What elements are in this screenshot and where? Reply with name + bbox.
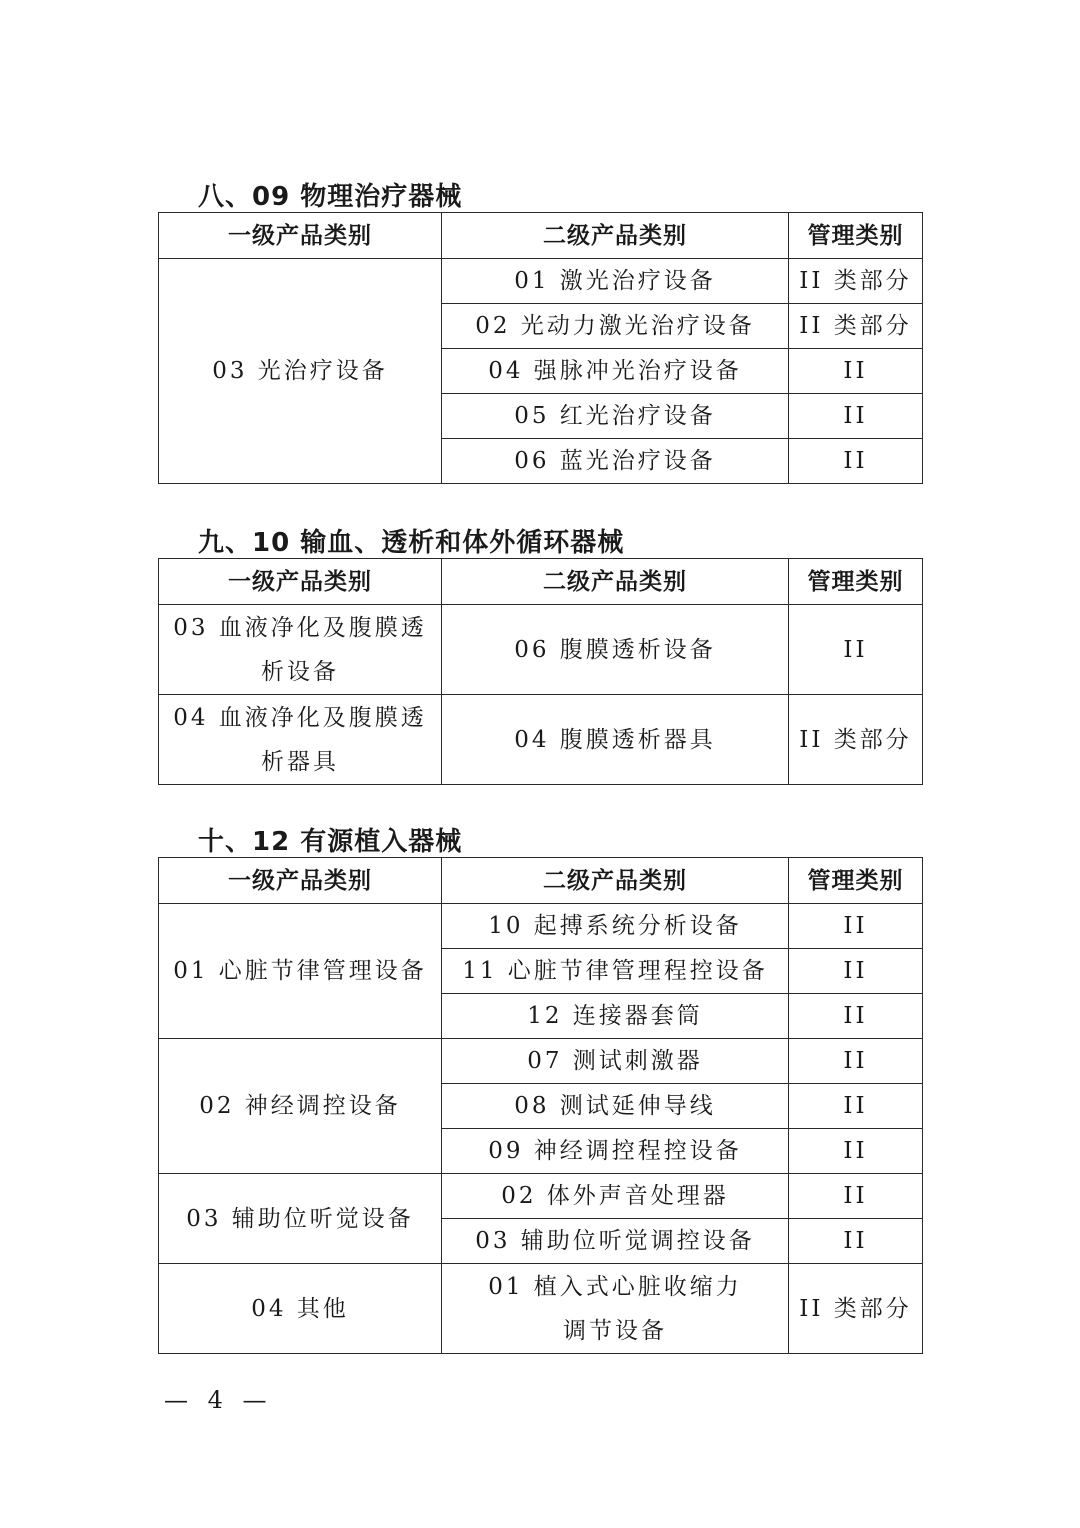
management-class-cell: II (789, 1129, 923, 1174)
primary-category-cell: 03 辅助位听觉设备 (159, 1174, 442, 1264)
primary-category-cell: 02 神经调控设备 (159, 1039, 442, 1174)
primary-category-cell: 01 心脏节律管理设备 (159, 904, 442, 1039)
secondary-category-cell: 02 体外声音处理器 (442, 1174, 789, 1219)
header-secondary-category: 二级产品类别 (442, 213, 789, 259)
management-class-cell: II (789, 605, 923, 695)
management-class-cell: II (789, 394, 923, 439)
table-row (159, 1174, 923, 1219)
management-class-cell: II 类部分 (789, 1264, 923, 1354)
management-class-cell: II (789, 1174, 923, 1219)
secondary-category-cell: 03 辅助位听觉调控设备 (442, 1219, 789, 1264)
table-row (159, 605, 923, 695)
table-row (159, 695, 923, 785)
management-class-cell: II (789, 994, 923, 1039)
secondary-category-cell: 02 光动力激光治疗设备 (442, 304, 789, 349)
management-class-cell: II (789, 1084, 923, 1129)
management-class-cell: II (789, 949, 923, 994)
header-management-class: 管理类别 (789, 213, 923, 259)
header-management-class: 管理类别 (789, 858, 923, 904)
management-class-cell: II 类部分 (789, 695, 923, 785)
section-title: 八、09 物理治疗器械 (198, 182, 463, 212)
management-class-cell: II 类部分 (789, 259, 923, 304)
management-class-cell: II (789, 1219, 923, 1264)
management-class-cell: II 类部分 (789, 304, 923, 349)
secondary-category-cell: 11 心脏节律管理程控设备 (442, 949, 789, 994)
header-management-class: 管理类别 (789, 559, 923, 605)
secondary-category-cell: 08 测试延伸导线 (442, 1084, 789, 1129)
management-class-cell: II (789, 904, 923, 949)
header-primary-category: 一级产品类别 (159, 213, 442, 259)
secondary-category-cell: 04 腹膜透析器具 (442, 695, 789, 785)
secondary-category-cell: 06 蓝光治疗设备 (442, 439, 789, 484)
table-row (159, 904, 923, 949)
table-row (159, 1264, 923, 1354)
management-class-cell: II (789, 1039, 923, 1084)
page-number: — 4 — (164, 1386, 273, 1414)
classification-table (158, 857, 923, 1354)
secondary-category-cell: 07 测试刺激器 (442, 1039, 789, 1084)
primary-category-cell: 04 其他 (159, 1264, 442, 1354)
secondary-category-cell: 12 连接器套筒 (442, 994, 789, 1039)
table-row (159, 259, 923, 304)
header-secondary-category: 二级产品类别 (442, 858, 789, 904)
table-header-row (159, 559, 923, 605)
section-title: 十、12 有源植入器械 (198, 827, 463, 857)
header-primary-category: 一级产品类别 (159, 559, 442, 605)
secondary-category-cell: 09 神经调控程控设备 (442, 1129, 789, 1174)
secondary-category-cell: 01 激光治疗设备 (442, 259, 789, 304)
primary-category-cell: 04 血液净化及腹膜透析器具 (159, 695, 442, 785)
secondary-category-cell: 04 强脉冲光治疗设备 (442, 349, 789, 394)
secondary-category-cell: 05 红光治疗设备 (442, 394, 789, 439)
management-class-cell: II (789, 349, 923, 394)
table-row (159, 1039, 923, 1084)
header-primary-category: 一级产品类别 (159, 858, 442, 904)
secondary-category-cell: 01 植入式心脏收缩力调节设备 (442, 1264, 789, 1354)
section-title: 九、10 输血、透析和体外循环器械 (198, 528, 625, 558)
management-class-cell: II (789, 439, 923, 484)
primary-category-cell: 03 血液净化及腹膜透析设备 (159, 605, 442, 695)
classification-table (158, 212, 923, 484)
table-header-row (159, 213, 923, 259)
secondary-category-cell: 06 腹膜透析设备 (442, 605, 789, 695)
header-secondary-category: 二级产品类别 (442, 559, 789, 605)
primary-category-cell: 03 光治疗设备 (159, 259, 442, 484)
secondary-category-cell: 10 起搏系统分析设备 (442, 904, 789, 949)
table-header-row (159, 858, 923, 904)
classification-table (158, 558, 923, 785)
